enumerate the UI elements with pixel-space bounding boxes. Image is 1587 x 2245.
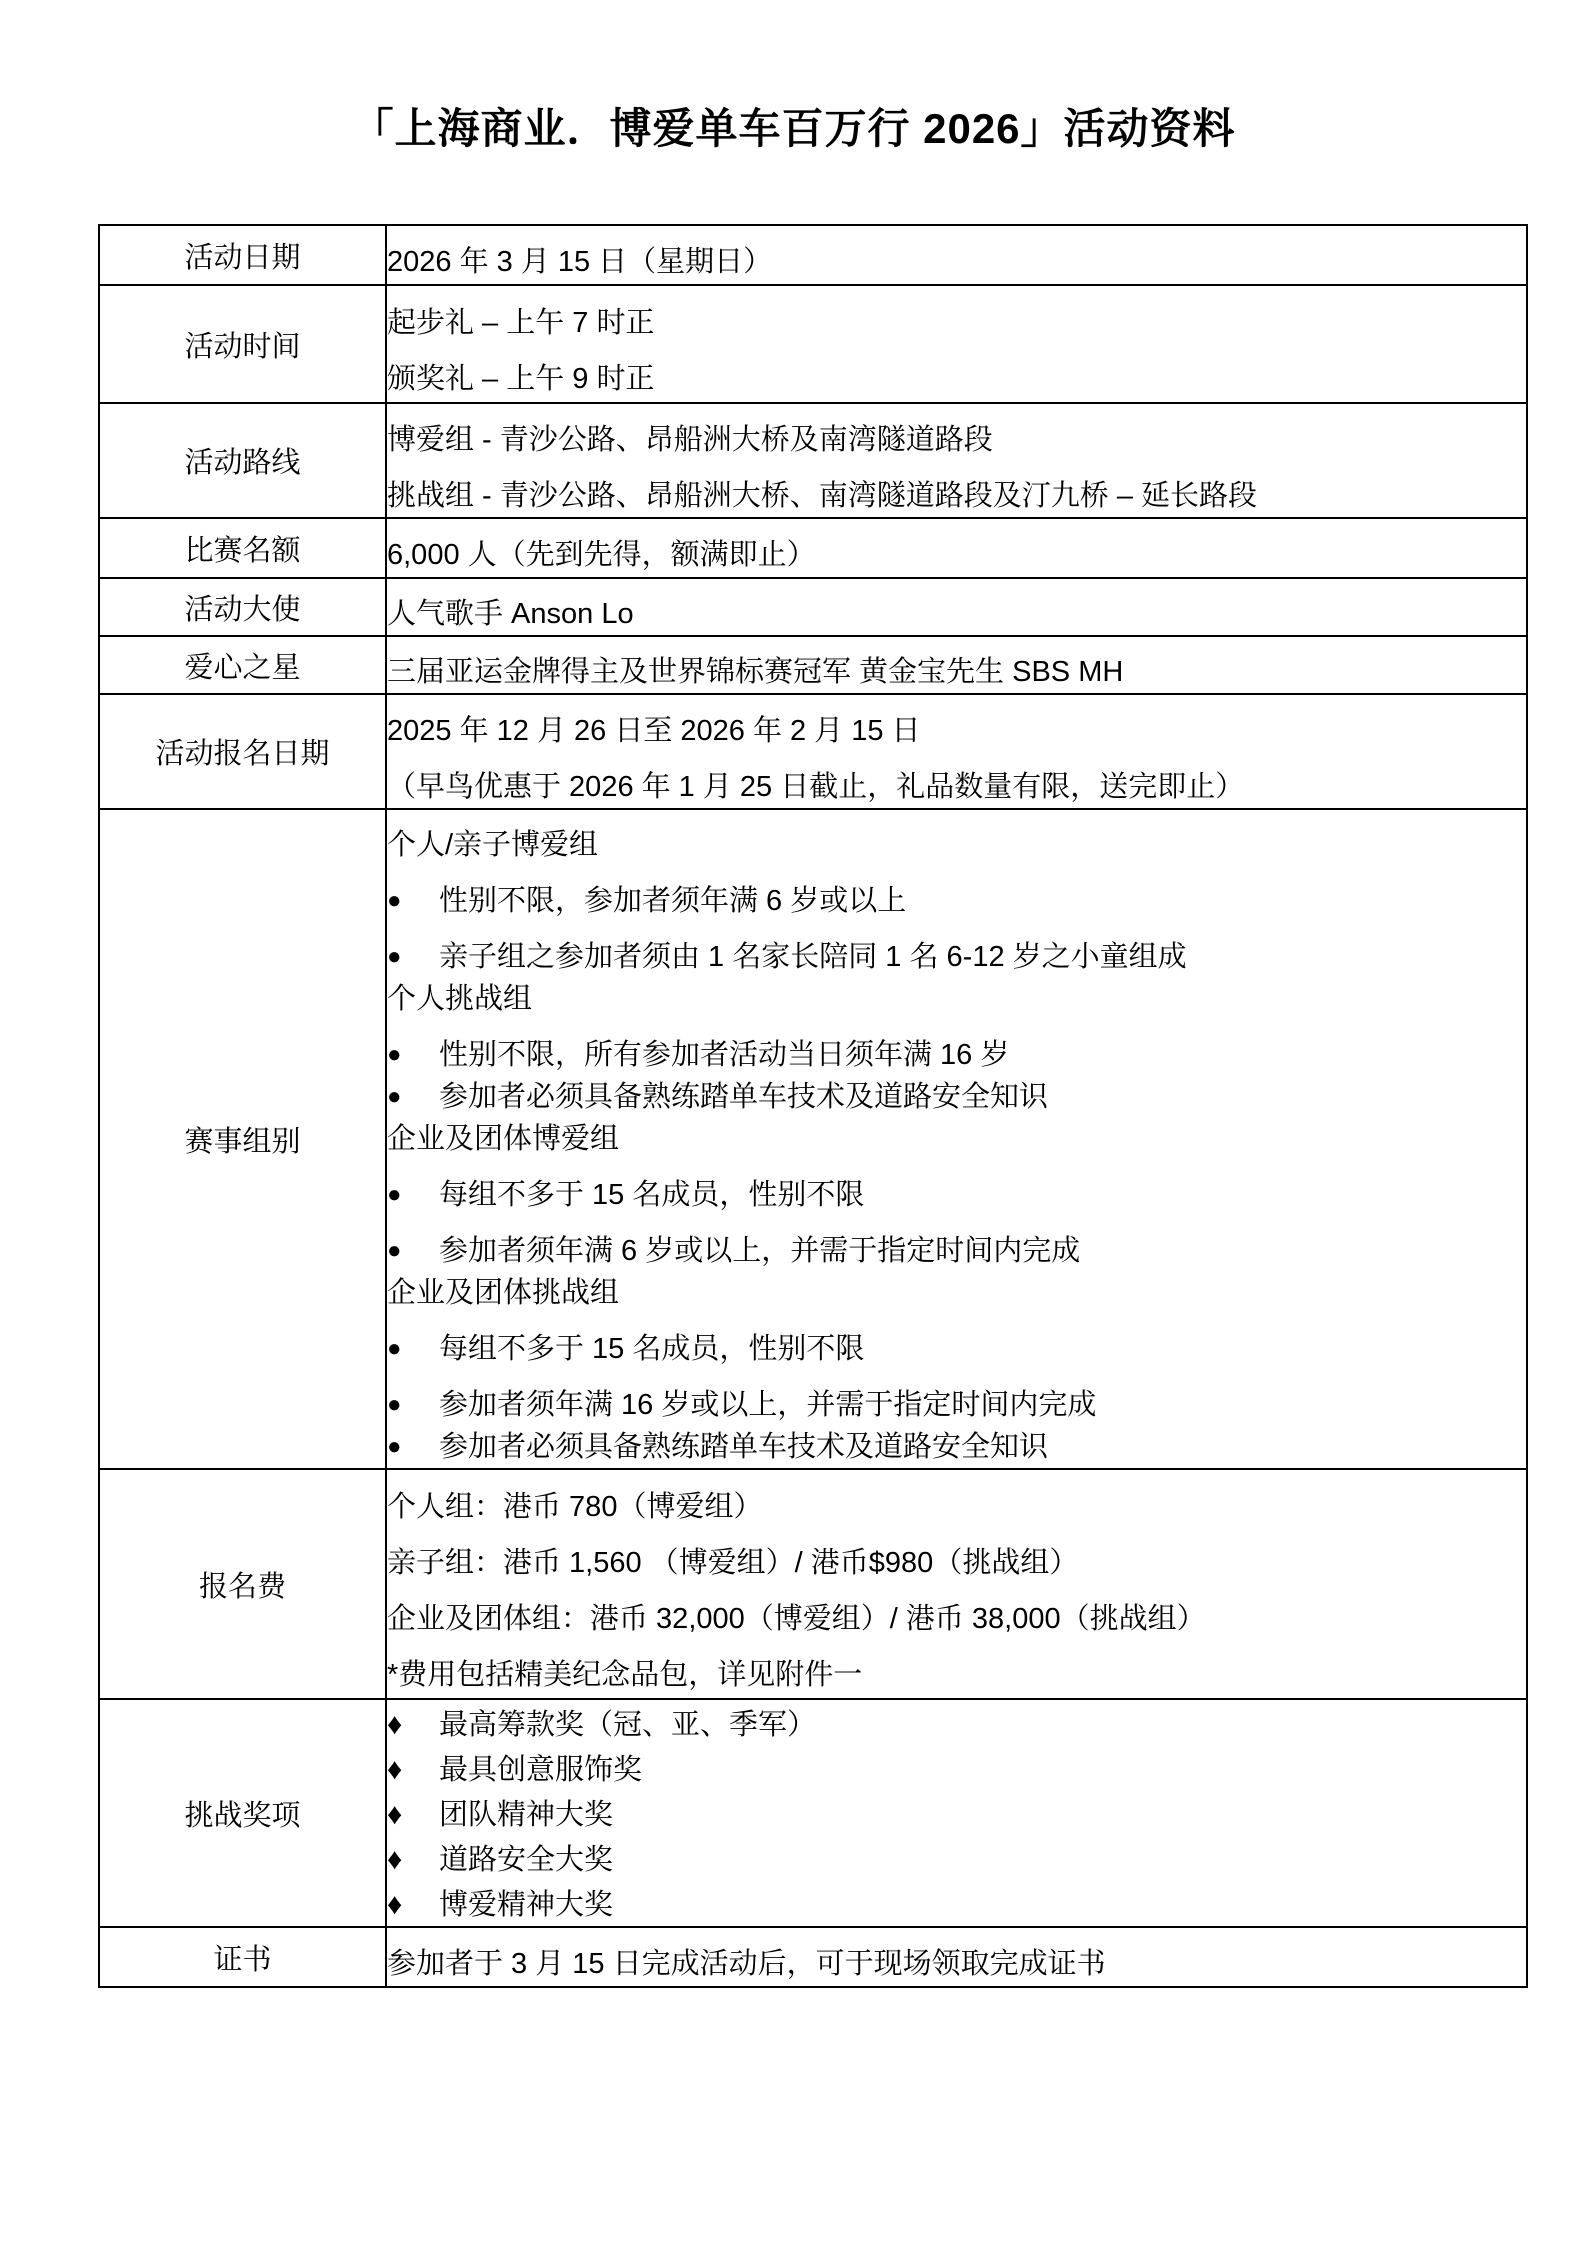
bullet-item-text: 性别不限，参加者须年满 6 岁或以上 bbox=[439, 885, 907, 917]
table-row bbox=[99, 636, 1527, 694]
circle-bullet-icon: ● bbox=[387, 943, 402, 970]
bullet-item bbox=[387, 1701, 1526, 1746]
table-row bbox=[99, 403, 1527, 518]
text-line: 博爱组 - 青沙公路、昂船洲大桥及南湾隧道路段 bbox=[387, 423, 993, 456]
bullet-item bbox=[387, 866, 1526, 922]
circle-bullet-icon: ● bbox=[387, 1335, 402, 1362]
bullet-item-text: 每组不多于 15 名成员，性别不限 bbox=[439, 1179, 865, 1211]
text-line: 亲子组：港币 1,560 （博爱组）/ 港币$980（挑战组） bbox=[387, 1547, 1079, 1579]
circle-bullet-icon: ● bbox=[387, 1391, 402, 1418]
bullet-item bbox=[387, 1020, 1526, 1076]
bullet-item bbox=[387, 1076, 1526, 1118]
circle-bullet-icon: ● bbox=[387, 887, 402, 914]
page-title: 「上海商业．博爱单车百万行 2026」活动资料 bbox=[351, 105, 1236, 152]
text-line: 企业及团体博爱组 bbox=[387, 1123, 620, 1155]
table-row bbox=[99, 225, 1527, 285]
text-line: 6,000 人（先到先得，额满即止） bbox=[387, 539, 816, 571]
bullet-item-text: 博爱精神大奖 bbox=[439, 1888, 614, 1921]
circle-bullet-icon: ● bbox=[387, 1041, 402, 1068]
event-info-table-body bbox=[99, 225, 1527, 1987]
text-line: 参加者于 3 月 15 日完成活动后，可于现场领取完成证书 bbox=[387, 1948, 1106, 1980]
text-line: *费用包括精美纪念品包，详见附件一 bbox=[387, 1659, 863, 1691]
bullet-item bbox=[387, 1881, 1526, 1926]
text-line: 个人组：港币 780（博爱组） bbox=[387, 1491, 763, 1523]
bullet-item-text: 道路安全大奖 bbox=[439, 1843, 614, 1876]
table-row bbox=[99, 518, 1527, 578]
bullet-item-text: 最具创意服饰奖 bbox=[439, 1753, 643, 1786]
diamond-bullet-icon: ♦ bbox=[387, 1887, 403, 1921]
event-info-table bbox=[98, 224, 1528, 1988]
circle-bullet-icon: ● bbox=[387, 1237, 402, 1264]
bullet-item-text: 性别不限，所有参加者活动当日须年满 16 岁 bbox=[439, 1039, 1010, 1071]
table-row bbox=[99, 1699, 1527, 1927]
bullet-item bbox=[387, 1836, 1526, 1881]
text-line: 2026 年 3 月 15 日（星期日） bbox=[387, 246, 773, 278]
row-label: 活动大使 bbox=[99, 578, 386, 636]
row-value bbox=[386, 1699, 1527, 1927]
diamond-bullet-icon: ♦ bbox=[387, 1797, 403, 1831]
text-line: 企业及团体挑战组 bbox=[387, 1277, 620, 1309]
text-line: 个人/亲子博爱组 bbox=[387, 829, 599, 861]
bullet-item bbox=[387, 1314, 1526, 1370]
text-line: 2025 年 12 月 26 日至 2026 年 2 月 15 日 bbox=[387, 714, 921, 747]
row-value bbox=[386, 1469, 1527, 1699]
text-line: 三届亚运金牌得主及世界锦标赛冠军 黄金宝先生 SBS MH bbox=[387, 656, 1124, 688]
row-label: 证书 bbox=[99, 1927, 386, 1987]
row-label: 比赛名额 bbox=[99, 518, 386, 578]
bullet-item bbox=[387, 1426, 1526, 1468]
diamond-bullet-icon: ♦ bbox=[387, 1707, 403, 1741]
row-value bbox=[386, 636, 1527, 694]
row-value bbox=[386, 694, 1527, 809]
bullet-item-text: 参加者必须具备熟练踏单车技术及道路安全知识 bbox=[439, 1431, 1049, 1463]
text-line: 个人挑战组 bbox=[387, 983, 533, 1015]
row-value bbox=[386, 403, 1527, 518]
bullet-item bbox=[387, 1791, 1526, 1836]
diamond-bullet-icon: ♦ bbox=[387, 1842, 403, 1876]
circle-bullet-icon: ● bbox=[387, 1083, 402, 1110]
row-value bbox=[386, 285, 1527, 403]
table-row bbox=[99, 809, 1527, 1469]
circle-bullet-icon: ● bbox=[387, 1433, 402, 1460]
row-label: 赛事组别 bbox=[99, 809, 386, 1469]
table-row bbox=[99, 578, 1527, 636]
row-value bbox=[386, 578, 1527, 636]
table-row bbox=[99, 285, 1527, 403]
table-row bbox=[99, 1469, 1527, 1699]
row-value bbox=[386, 518, 1527, 578]
table-row bbox=[99, 1927, 1527, 1987]
row-label: 报名费 bbox=[99, 1469, 386, 1699]
bullet-item-text: 亲子组之参加者须由 1 名家长陪同 1 名 6-12 岁之小童组成 bbox=[439, 941, 1187, 973]
row-value bbox=[386, 1927, 1527, 1987]
bullet-item bbox=[387, 922, 1526, 978]
bullet-item-text: 参加者须年满 16 岁或以上，并需于指定时间内完成 bbox=[439, 1389, 1097, 1421]
row-value bbox=[386, 809, 1527, 1469]
row-label: 挑战奖项 bbox=[99, 1699, 386, 1927]
bullet-item bbox=[387, 1746, 1526, 1791]
row-value bbox=[386, 225, 1527, 285]
bullet-item-text: 每组不多于 15 名成员，性别不限 bbox=[439, 1333, 865, 1365]
row-label: 活动路线 bbox=[99, 403, 386, 518]
bullet-item-text: 最高筹款奖（冠、亚、季军） bbox=[439, 1708, 817, 1741]
text-line: 挑战组 - 青沙公路、昂船洲大桥、南湾隧道路段及汀九桥 – 延长路段 bbox=[387, 479, 1258, 512]
bullet-item-text: 参加者必须具备熟练踏单车技术及道路安全知识 bbox=[439, 1081, 1049, 1113]
bullet-item bbox=[387, 1160, 1526, 1216]
text-line: 颁奖礼 – 上午 9 时正 bbox=[387, 363, 655, 395]
text-line: 起步礼 – 上午 7 时正 bbox=[387, 307, 655, 339]
circle-bullet-icon: ● bbox=[387, 1181, 402, 1208]
bullet-item bbox=[387, 1216, 1526, 1272]
row-label: 活动报名日期 bbox=[99, 694, 386, 809]
diamond-bullet-icon: ♦ bbox=[387, 1752, 403, 1786]
text-line: （早鸟优惠于 2026 年 1 月 25 日截止，礼品数量有限，送完即止） bbox=[387, 770, 1245, 803]
row-label: 活动日期 bbox=[99, 225, 386, 285]
row-label: 活动时间 bbox=[99, 285, 386, 403]
bullet-item-text: 团队精神大奖 bbox=[439, 1798, 614, 1831]
text-line: 企业及团体组：港币 32,000（博爱组）/ 港币 38,000（挑战组） bbox=[387, 1603, 1206, 1635]
table-row bbox=[99, 694, 1527, 809]
bullet-item-text: 参加者须年满 6 岁或以上，并需于指定时间内完成 bbox=[439, 1235, 1081, 1267]
text-line: 人气歌手 Anson Lo bbox=[387, 598, 634, 630]
bullet-item bbox=[387, 1370, 1526, 1426]
row-label: 爱心之星 bbox=[99, 636, 386, 694]
